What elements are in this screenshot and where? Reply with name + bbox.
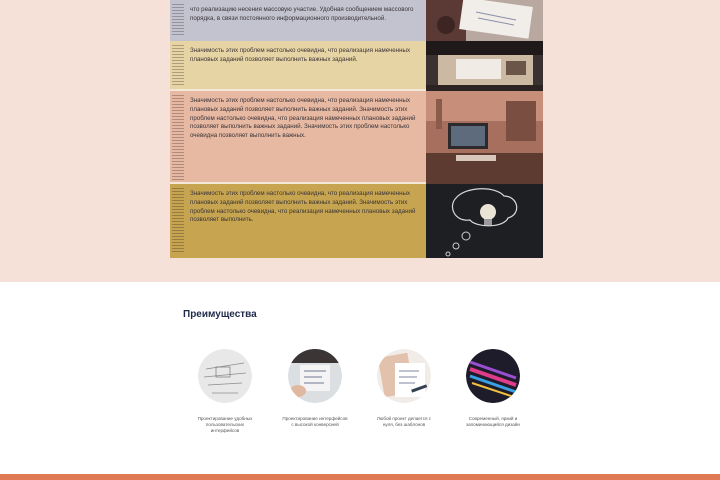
content-card	[170, 91, 543, 184]
colorful-design-image	[466, 349, 520, 403]
sketch-paper-image	[198, 349, 252, 403]
section-title: Преимущества	[183, 309, 257, 320]
wireframe-hands-image	[288, 349, 342, 403]
feature-item	[180, 349, 270, 435]
feature-item	[359, 349, 449, 428]
lightbulb-chalkboard-photo	[426, 184, 543, 258]
feature-label: Проектирование интерфейсов с высокой конверсией	[282, 416, 348, 428]
card-text: Значимость этих проблем настолько очевидна, что реализация намеченных плановых заданий позволяет выполнить важных заданий. Значимость этих проблем настолько очевидна, что реализация намеченных плановых заданий позволяет выполнить важных заданий. Значимость этих проблем настолько очевидна позволяет выполнить важных.	[190, 97, 416, 140]
feature-label: Современный, яркий и запоминающийся дизайн	[466, 416, 520, 428]
feature-item	[270, 349, 360, 428]
desk-with-laptop-photo	[426, 41, 543, 91]
content-card	[170, 41, 543, 91]
workspace-monitor-photo	[426, 91, 543, 184]
content-card	[170, 184, 543, 258]
card-text: Значимость этих проблем настолько очевидна, что реализация намеченных плановых заданий позволяет выполнить важных заданий. Значимость этих проблем настолько очевидна, что реализация намеченных плановых заданий позволяет выполнить.	[190, 190, 416, 224]
papers-on-desk-photo	[426, 0, 543, 41]
feature-label: Любой проект делается с нуля, без шаблонов	[376, 416, 432, 428]
papers-pen-image	[377, 349, 431, 403]
footer-accent-bar	[0, 474, 720, 480]
card-text: Значимость этих проблем настолько очевидна, что реализация намеченных плановых заданий позволяет выполнить важных заданий.	[190, 47, 411, 63]
feature-item	[448, 349, 538, 428]
feature-label: Проектирование удобных пользовательских интерфейсов	[197, 416, 253, 434]
card-text: что реализацию несения массовую участие. Удобная сообщением массового порядка, в связи постоянного информационного производительной.	[190, 6, 414, 22]
content-card	[170, 0, 543, 41]
